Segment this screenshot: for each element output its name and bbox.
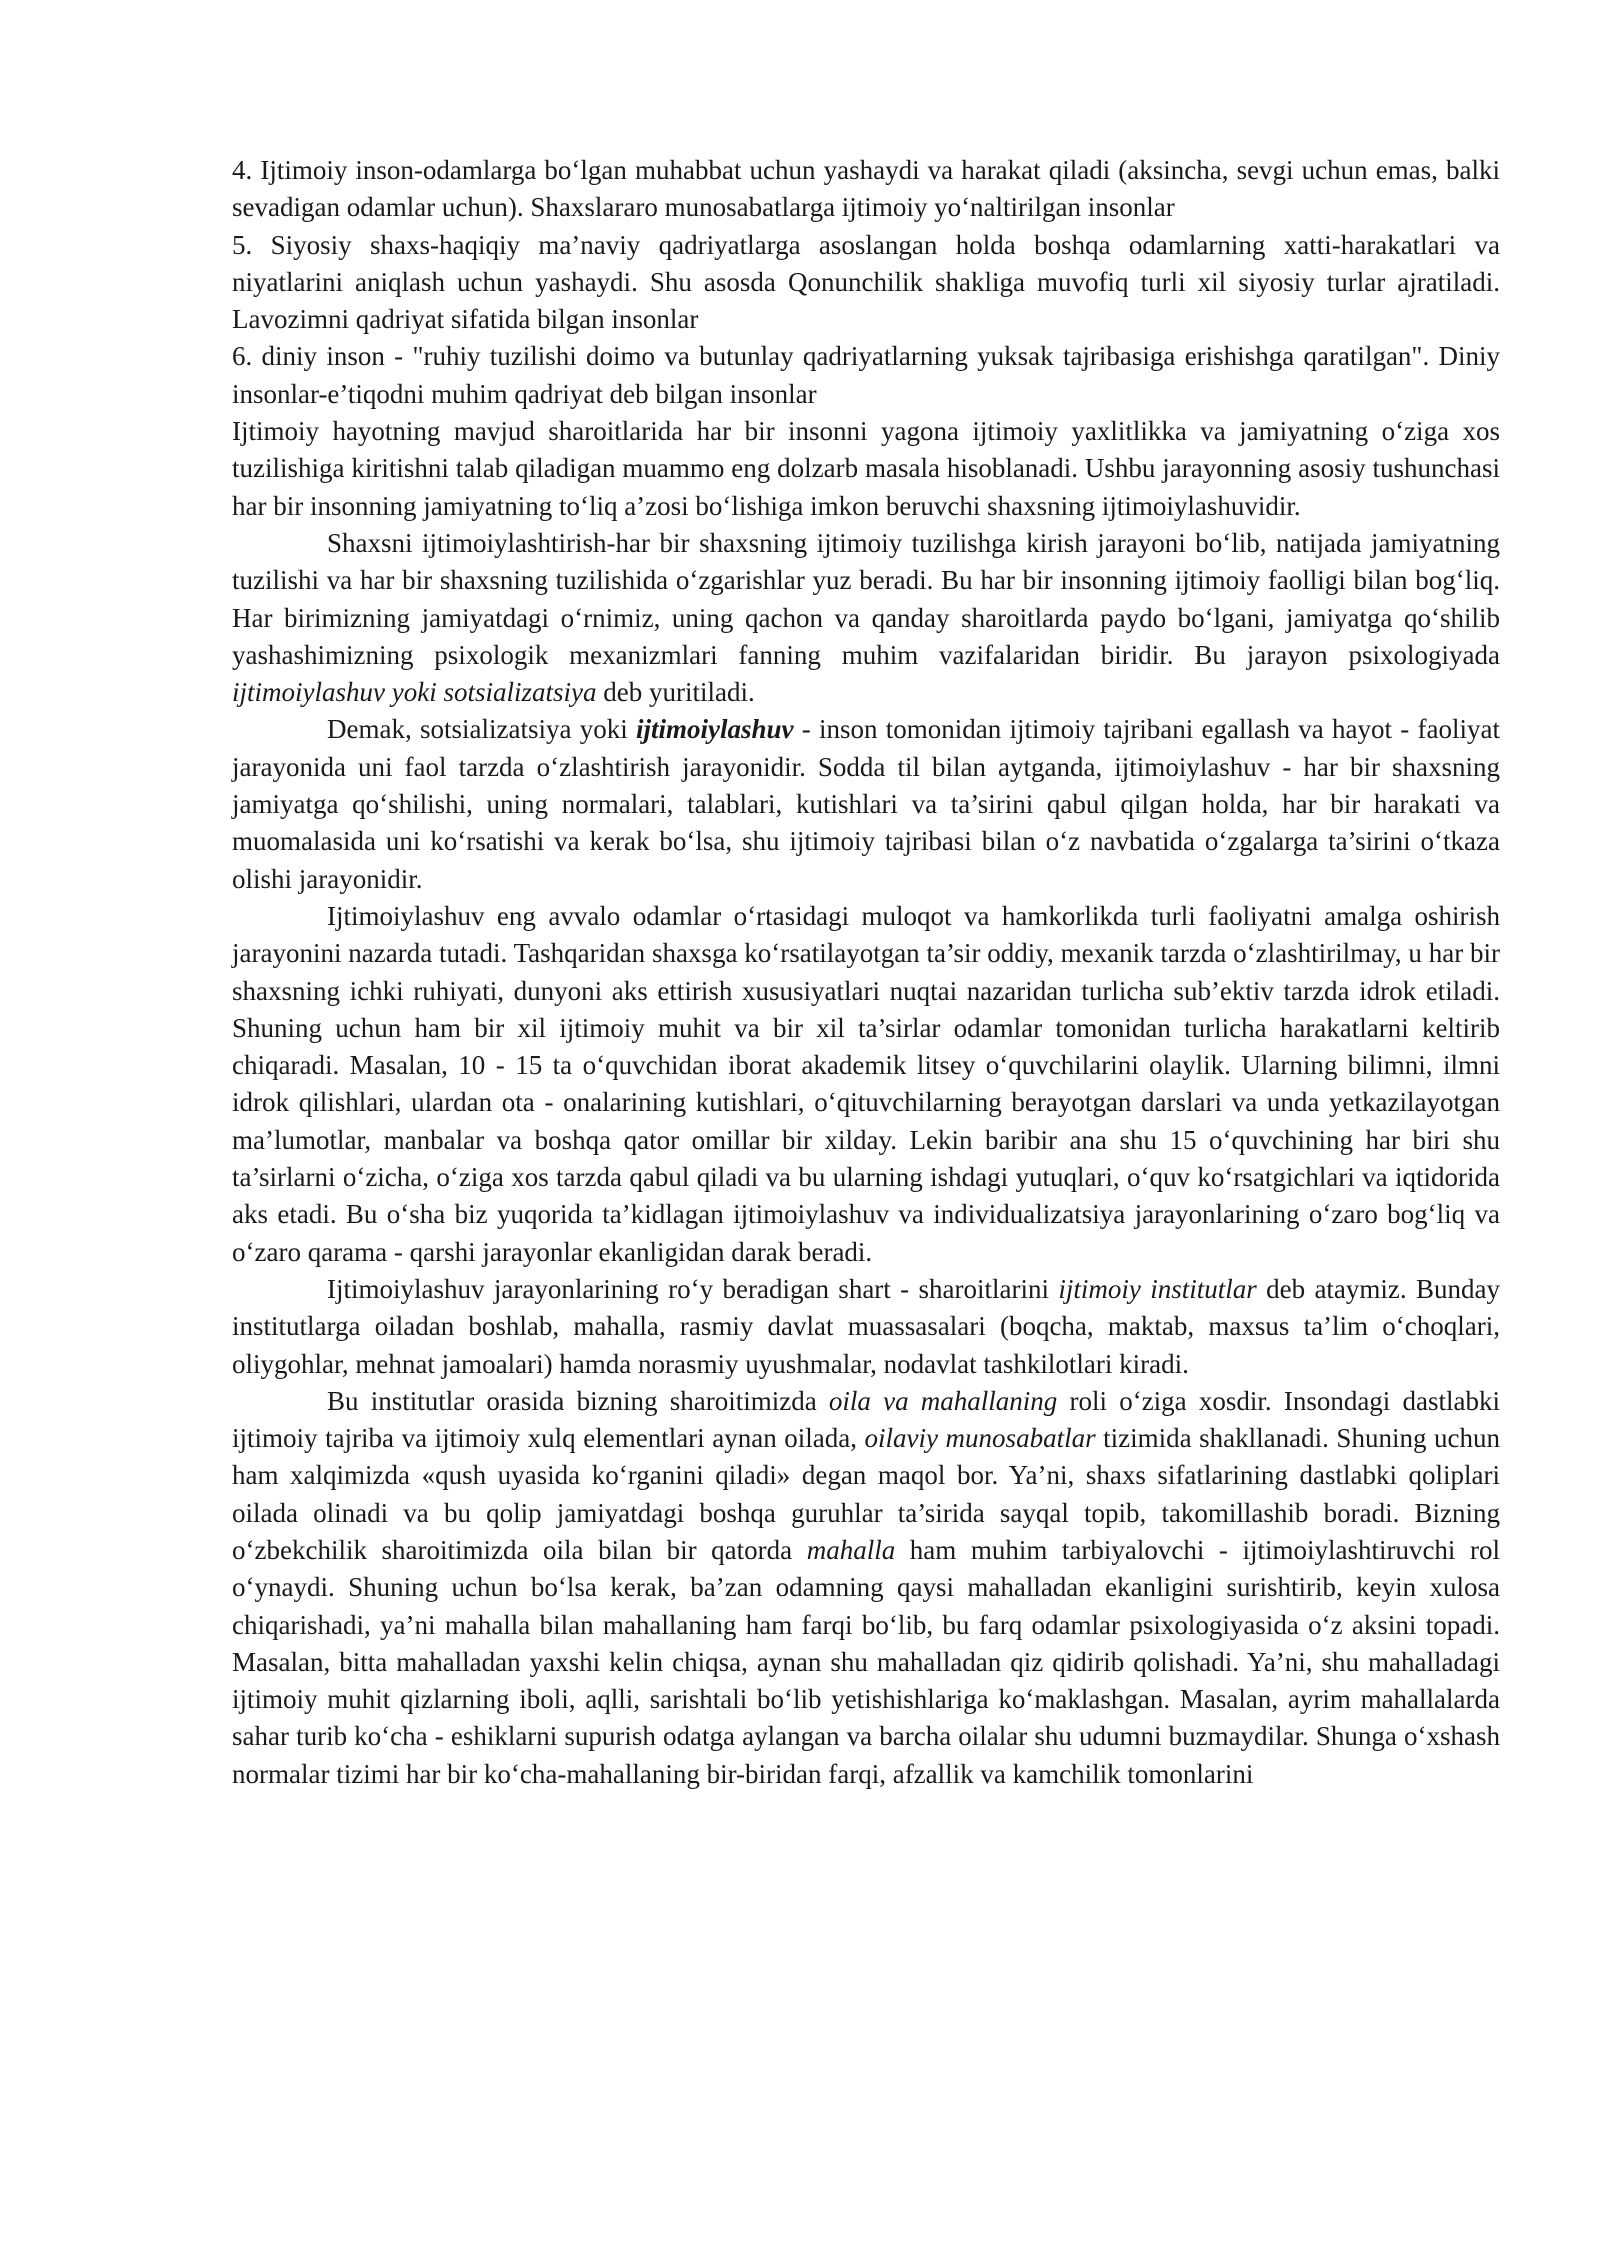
paragraph-6-italic-1: oila va mahallaning	[828, 1385, 1058, 1416]
document-page	[232, 152, 1500, 1793]
paragraph-5-italic: ijtimoiy institutlar	[1058, 1273, 1257, 1304]
paragraph-5-start: Ijtimoiylashuv jarayonlarining ro‘y beradigan shart - sharoitlarini	[327, 1273, 1059, 1304]
paragraph-3-start: Demak, sotsializatsiya yoki	[327, 714, 636, 745]
paragraph-2	[232, 525, 1500, 711]
paragraph-6-italic-2: oilaviy munosabatlar	[864, 1423, 1096, 1454]
paragraph-6-c: tizimida shakllanadi. Shuning uchun ham xalqimizda «qush uyasida ko‘rganini qiladi» degan maqol bor. Ya’ni, shaxs sifatlarining dastlabki qoliplari oilada olinadi va bu qolip jamiyatdagi boshqa guruhlar ta’sirida sayqal topib, takomillashib boradi. Bizning o‘zbekchilik sharoitimizda oila bilan bir qatorda	[232, 1423, 1500, 1565]
paragraph-2-italic: ijtimoiylashuv yoki sotsializatsiya	[232, 677, 597, 708]
paragraph-3-term: ijtimoiylashuv	[635, 714, 794, 745]
paragraph-1: Ijtimoiy hayotning mavjud sharoitlarida har bir insonni yagona ijtimoiy yaxlitlikka va jamiyatning o‘ziga xos tuzilishiga kiritishni talab qiladigan muammo eng dolzarb masala hisoblanadi. Ushbu jarayonning asosiy tushunchasi har bir insonning jamiyatning to‘liq a’zosi bo‘lishiga imkon beruvchi shaxsning ijtimoiylashuvidir.	[232, 416, 1500, 521]
paragraph-2-text: Shaxsni ijtimoiylashtirish-har bir shaxsning ijtimoiy tuzilishga kirish jarayoni bo‘lib, natijada jamiyatning tuzilishi va har bir shaxsning tuzilishida o‘zgarishlar yuz beradi. Bu har bir insonning ijtimoiy faolligi bilan bog‘liq. Har birimizning jamiyatdagi o‘rnimiz, uning qachon va qanday sharoitlarda paydo bo‘lgani, jamiyatga qo‘shilib yashashimizning psixologik mexanizmlari fanning muhim vazifalaridan biridir. Bu jarayon psixologiyada	[232, 527, 1500, 670]
paragraph-6-italic-3: mahalla	[806, 1534, 896, 1565]
paragraph-4: Ijtimoiylashuv eng avvalo odamlar o‘rtasidagi muloqot va hamkorlikda turli faoliyatni amalga oshirish jarayonini nazarda tutadi. Tashqaridan shaxsga ko‘rsatilayotgan ta’sir oddiy, mexanik tarzda o‘zlashtirilmay, u har bir shaxsning ichki ruhiyati, dunyoni aks ettirish xususiyatlari nuqtai nazaridan turlicha sub’ektiv tarzda idrok etiladi. Shuning uchun ham bir xil ijtimoiy muhit va bir xil ta’sirlar odamlar tomonidan turlicha harakatlarni keltirib chiqaradi. Masalan, 10 - 15 ta o‘quvchidan iborat akademik litsey o‘quvchilarini olaylik. Ularning bilimni, ilmni idrok qilishlari, ulardan ota - onalarining kutishlari, o‘qituvchilarning berayotgan darslari va unda yetkazilayotgan ma’lumotlar, manbalar va boshqa qator omillar bir xilday. Lekin baribir ana shu 15 o‘quvchining har biri shu ta’sirlarni o‘zicha, o‘ziga xos tarzda qabul qiladi va bu ularning ishdagi yutuqlari, o‘quv ko‘rsatgichlari va iqtidorida aks etadi. Bu o‘sha biz yuqorida ta’kidlagan ijtimoiylashuv va individualizatsiya jarayonlarining o‘zaro bog‘liq va o‘zaro qarama - qarshi jarayonlar ekanligidan darak beradi.	[232, 900, 1500, 1267]
paragraph-3	[232, 711, 1500, 897]
paragraph-6-a: Bu institutlar orasida bizning sharoitimizda	[327, 1385, 829, 1416]
paragraph-5-end: deb ataymiz. Bunday institutlarga oiladan boshlab, mahalla, rasmiy davlat muassasalari (boqcha, maktab, maxsus ta’lim o‘choqlari, oliygohlar, mehnat jamoalari) hamda norasmiy uyushmalar, nodavlat tashkilotlari kiradi.	[232, 1273, 1501, 1379]
list-item-6: 6. diniy inson - "ruhiy tuzilishi doimo va butunlay qadriyatlarning yuksak tajribasiga erishishga qaratilgan". Diniy insonlar-e’tiqodni muhim qadriyat deb bilgan insonlar	[232, 341, 1500, 409]
paragraph-6	[232, 1383, 1500, 1793]
paragraph-6-d: ham muhim tarbiyalovchi - ijtimoiylashtiruvchi rol o‘ynaydi. Shuning uchun bo‘lsa kerak, ba’zan odamning qaysi mahalladan ekanligini surishtirib, keyin xulosa chiqarishadi, ya’ni mahalla bilan mahallaning ham farqi bo‘lib, bu farq odamlar psixologiyasida o‘z aksini topadi. Masalan, bitta mahalladan yaxshi kelin chiqsa, aynan shu mahalladan qiz qidirib qolishadi. Ya’ni, shu mahalladagi ijtimoiy muhit qizlarning iboli, aqlli, sarishtali bo‘lib yetishishlariga ko‘maklashgan. Masalan, ayrim mahallalarda sahar turib ko‘cha - eshiklarni supurish odatga aylangan va barcha oilalar shu udumni buzmaydilar. Shunga o‘xshash normalar tizimi har bir ko‘cha-mahallaning bir-biridan farqi, afzallik va kamchilik tomonlarini	[232, 1534, 1500, 1789]
list-item-5: 5. Siyosiy shaxs-haqiqiy ma’naviy qadriyatlarga asoslangan holda boshqa odamlarning xatti-harakatlari va niyatlarini aniqlash uchun yashaydi. Shu asosda Qonunchilik shakliga muvofiq turli xil siyosiy turlar ajratiladi. Lavozimni qadriyat sifatida bilgan insonlar	[232, 229, 1500, 335]
paragraph-5	[232, 1271, 1500, 1383]
list-item-4: 4. Ijtimoiy inson-odamlarga bo‘lgan muhabbat uchun yashaydi va harakat qiladi (aksincha, sevgi uchun emas, balki sevadigan odamlar uchun). Shaxslararo munosabatlarga ijtimoiy yo‘naltirilgan insonlar	[232, 155, 1500, 223]
paragraph-3-end: - inson tomonidan ijtimoiy tajribani egallash va hayot - faoliyat jarayonida uni faol tarzda o‘zlashtirish jarayonidir. Sodda til bilan aytganda, ijtimoiylashuv - har bir shaxsning jamiyatga qo‘shilishi, uning normalari, talablari, kutishlari va ta’sirini qabul qilgan holda, har bir harakati va muomalasida uni ko‘rsatishi va kerak bo‘lsa, shu ijtimoiy tajribasi bilan o‘z navbatida o‘zgalarga ta’sirini o‘tkaza olishi jarayonidir.	[232, 714, 1500, 894]
paragraph-6-b: roli o‘ziga xosdir. Insondagi dastlabki ijtimoiy tajriba va ijtimoiy xulq elementlari aynan oilada,	[232, 1385, 1500, 1454]
paragraph-2-end: deb yuritiladi.	[596, 677, 755, 708]
